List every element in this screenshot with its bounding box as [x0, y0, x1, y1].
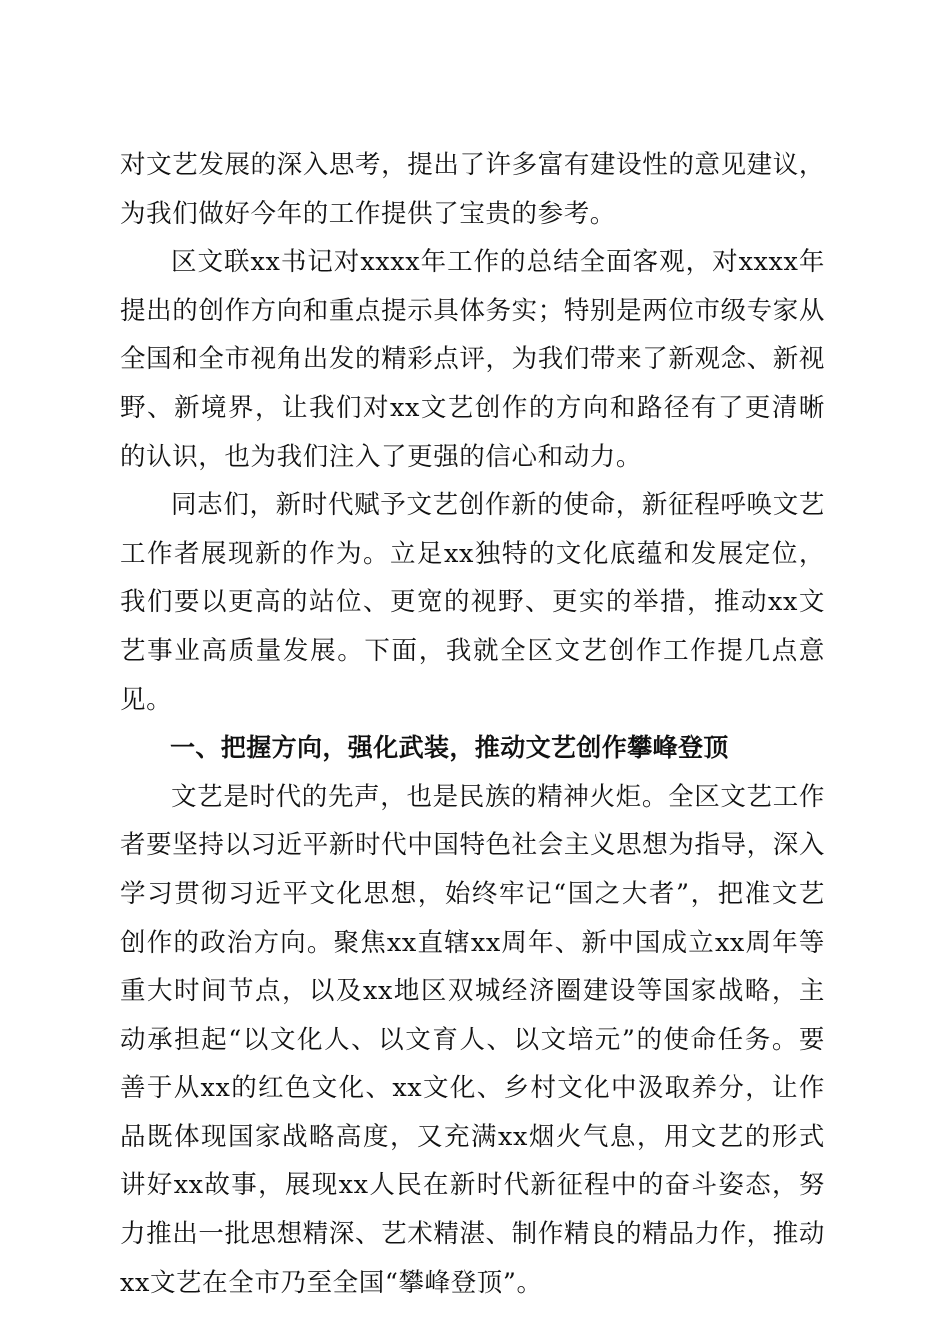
paragraph-continued: 对文艺发展的深入思考，提出了许多富有建设性的意见建议，为我们做好今年的工作提供了宝贵的参考。: [120, 150, 825, 229]
paragraph-new-era-mission: 同志们，新时代赋予文艺创作新的使命，新征程呼唤文艺工作者展现新的作为。立足xx独特的文化底蕴和发展定位，我们要以更高的站位、更宽的视野、更实的举措，推动xx文艺事业高质量发展。下面，我就全区文艺创作工作提几点意见。: [120, 490, 825, 715]
paragraph-summary-remarks: 区文联xx书记对xxxx年工作的总结全面客观，对xxxx年提出的创作方向和重点提示具体务实；特别是两位市级专家从全国和全市视角出发的精彩点评，为我们带来了新观念、新视野、新境界，让我们对xx文艺创作的方向和路径有了更清晰的认识，也为我们注入了更强的信心和动力。: [120, 247, 825, 472]
paragraph-section-body: 文艺是时代的先声，也是民族的精神火炬。全区文艺工作者要坚持以习近平新时代中国特色社会主义思想为指导，深入学习贯彻习近平文化思想，始终牢记“国之大者”，把准文艺创作的政治方向。聚焦xx直辖xx周年、新中国成立xx周年等重大时间节点，以及xx地区双城经济圈建设等国家战略，主动承担起“以文化人、以文育人、以文培元”的使命任务。要善于从xx的红色文化、xx文化、乡村文化中汲取养分，让作品既体现国家战略高度，又充满xx烟火气息，用文艺的形式讲好xx故事，展现xx人民在新时代新征程中的奋斗姿态，努力推出一批思想精深、艺术精湛、制作精良的精品力作，推动xx文艺在全市乃至全国“攀峰登顶”。: [120, 781, 825, 1298]
section-heading: 一、把握方向，强化武装，推动文艺创作攀峰登顶: [170, 733, 729, 763]
document-body: [120, 141, 825, 1307]
